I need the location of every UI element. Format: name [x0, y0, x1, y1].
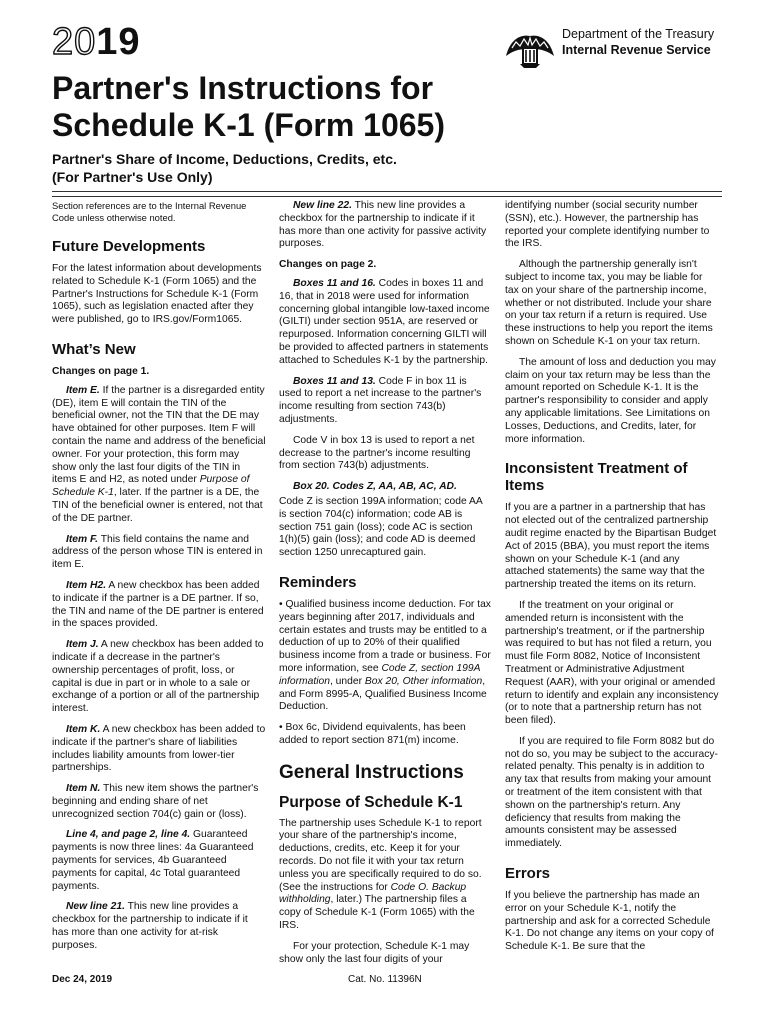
- inconsistent-treatment-heading: Inconsistent Treatment of Items: [505, 460, 688, 495]
- agency-department: Department of the Treasury: [562, 27, 715, 41]
- penalty-text: If you are required to file Form 8082 but do not do so, you may be subject to the accuracy-related penalty. This penalty is in addition to any tax that results from making your amount or treatment of the item consistent with that shown on the partnership's return. Any deficiency that results from making the amounts consistent may be assessed immediately.: [505, 735, 718, 850]
- purpose-heading: Purpose of Schedule K-1: [279, 793, 463, 811]
- reminder-bullet-2: • Box 6c, Dividend equivalents, has been added to report section 871(m) income.: [279, 722, 466, 746]
- inconsistent-text: If you are a partner in a partnership that has not elected out of the centralized partnership audit regime enacted by the Bipartisan Budget Act of 2015 (BBA), you must report the items shown on your Schedule K-1 (and any attached statements) the same way that the partnership treated the items on its return.: [505, 502, 717, 591]
- boxes-11-16-text: Boxes 11 and 16. Codes in boxes 11 and 16, that in 2018 were used for information concerning global intangible low-taxed income (GILTI) under section 951A, are reserved or repurposed. Information concerning GILTI will be provided to affected partners in statements attached to Schedules K-1 by the partnership.: [279, 277, 490, 366]
- item-f-text: Item F. This field contains the name and address of the person whose TIN is entered in item E.: [52, 533, 263, 571]
- divider-rule: [52, 196, 722, 197]
- irs-form1065-link[interactable]: IRS.gov/Form1065: [152, 314, 240, 326]
- protection-text: For your protection, Schedule K-1 may show only the last four digits of your: [279, 940, 470, 965]
- reminder-bullet-1: • Qualified business income deduction. For tax years beginning after 2017, individuals and certain estates and trusts may be entitled to a deduction of up to 20% of their qualified business income from a trade or business. For more information, see Code Z, section 199A information, under Box 20, Other information, and Form 8995-A, Qualified Business Income Deduction.: [279, 598, 491, 713]
- item-e-text: Item E. If the partner is a disregarded entity (DE), item E will contain the TIN of the beneficial owner, not the TIN that the DE may have obtained for other purposes. Item F will contain the name and address of the beneficial owner. For your protection, this form may show only the last four digits of the TIN in items E and H2, as noted under Purpose of Schedule K-1, later. If the partner is a DE, the TIN of the beneficial owner is entered, not that of the DE partner.: [52, 384, 266, 524]
- limitations-link[interactable]: Limitations on Losses, Deductions, and Credits: [505, 407, 710, 432]
- general-instructions-heading: General Instructions: [279, 761, 464, 783]
- subtitle-line-2: (For Partner's Use Only): [52, 169, 213, 185]
- errors-text: If you believe the partnership has made an error on your Schedule K-1, notify the partnership and ask for a corrected Schedule K-1. Do not change any items on your copy of Schedule K-1. Be sure that the: [505, 890, 714, 953]
- code-v-text: Code V in box 13 is used to report a net decrease to the partner's income resulting from section 743(b) adjustments.: [279, 434, 475, 472]
- box-20-label: Box 20. Codes Z, AA, AB, AC, AD.: [293, 481, 457, 493]
- whats-new-heading: What’s New: [52, 340, 136, 358]
- divider-rule: [52, 191, 722, 192]
- item-j-text: Item J. A new checkbox has been added to indicate if a decrease in the partner's ownership percentages of profit, loss, or capital is due in part or in whole to a sale or exchange of a portion or all of the partnership interest.: [52, 639, 264, 715]
- footer-catalog-number: Cat. No. 11396N: [348, 974, 422, 985]
- intro-note: Section references are to the Internal Revenue Code unless otherwise noted.: [52, 200, 247, 223]
- column-1: [52, 200, 266, 961]
- agency-irs: Internal Revenue Service: [562, 43, 711, 57]
- title-line-2: Schedule K-1 (Form 1065): [52, 107, 445, 143]
- purpose-text: The partnership uses Schedule K-1 to report your share of the partnership's income, deductions, credits, etc. Keep it for your records. Do not file it with your tax return unless you are specifically required to do so. (See the instructions for Code O. Backup withholding, later.) The partnership files a copy of Schedule K-1 (Form 1065) with the IRS.: [279, 817, 482, 932]
- identifying-number-text: identifying number (social security number (SSN), etc.). However, the partnership has reported your complete identifying number to the IRS.: [505, 200, 710, 250]
- tax-year-bold: 19: [96, 21, 141, 63]
- line-21-text: New line 21. This new line provides a checkbox for the partnership to indicate if it has more than one activity for at-risk purposes.: [52, 901, 248, 951]
- changes-page-2: Changes on page 2.: [279, 259, 377, 271]
- errors-heading: Errors: [505, 865, 551, 883]
- future-developments-text: For the latest information about developments related to Schedule K-1 (Form 1065) and the Partner's Instructions for Schedule K-1 (Form 1065), such as legislation enacted after they were published, go to IRS.gov/Form1065.: [52, 263, 262, 326]
- agency-block: [502, 26, 714, 70]
- tax-year-outline: 20: [52, 21, 97, 63]
- amount-loss-text: The amount of loss and deduction you may claim on your tax return may be less than the amount reported on Schedule K-1. It is the partner's responsibility to consider and apply any applicable limitations. See Limitations on Losses, Deductions, and Credits, later, for more information.: [505, 356, 716, 445]
- item-k-text: Item K. A new checkbox has been added to indicate if the partner's share of liabilities includes liability amounts from lower-tier partnerships.: [52, 723, 266, 774]
- item-n-text: Item N. This new item shows the partner's beginning and ending share of net unrecognized section 704(c) gain or (loss).: [52, 783, 259, 820]
- subtitle-line-1: Partner's Share of Income, Deductions, Credits, etc.: [52, 151, 397, 167]
- line-22-text: New line 22. This new line provides a checkbox for the partnership to indicate if it has more than one activity for passive activity purposes.: [279, 200, 487, 250]
- item-h2-text: Item H2. A new checkbox has been added to indicate if the partner is a DE partner. If so, the TIN and name of the DE partner is entered in the spaces provided.: [52, 579, 264, 630]
- treatment-text: If the treatment on your original or amended return is inconsistent with the partnership's treatment, or if the partnership was required to but has not filed a return, you must file Form 8082, Notice of Inconsistent Treatment or Administrative Adjustment Request (AAR), with your original or amended return to identify and explain any inconsistency (or to note that a partnership return has not been filed).: [505, 599, 719, 727]
- boxes-11-13-text: Boxes 11 and 13. Code F in box 11 is used to report a net increase to the partner's income resulting from section 743(b) adjustments.: [279, 375, 482, 425]
- line-4-text: Line 4, and page 2, line 4. Guaranteed payments is now three lines: 4a Guaranteed payments for services, 4b Guaranteed payments for capital, 4c Total guaranteed payments.: [52, 829, 254, 892]
- future-developments-heading: Future Developments: [52, 238, 206, 255]
- although-text: Although the partnership generally isn't subject to income tax, you may be liable for tax on your share of the partnership income, whether or not distributed. Include your share on your tax return if a return is required. Use these instructions to help you report the items shown on Schedule K-1 on your tax return.: [505, 259, 713, 347]
- changes-page-1: Changes on page 1.: [52, 365, 150, 377]
- column-3: [505, 200, 719, 962]
- page-title: [52, 70, 552, 144]
- column-2: [279, 200, 491, 974]
- footer-date: Dec 24, 2019: [52, 974, 113, 985]
- tax-year: [52, 22, 141, 62]
- irs-eagle-icon: [502, 26, 558, 70]
- page-subtitle: [52, 150, 522, 186]
- box-20-text: Code Z is section 199A information; code AA is section 704(c) information; code AB is section 751 gain (loss); code AC is section 1(h)(5) gain (loss); and code AD is deemed section 1250 unrecaptured gain.: [279, 495, 483, 559]
- title-line-1: Partner's Instructions for: [52, 70, 434, 106]
- reminders-heading: Reminders: [279, 573, 357, 591]
